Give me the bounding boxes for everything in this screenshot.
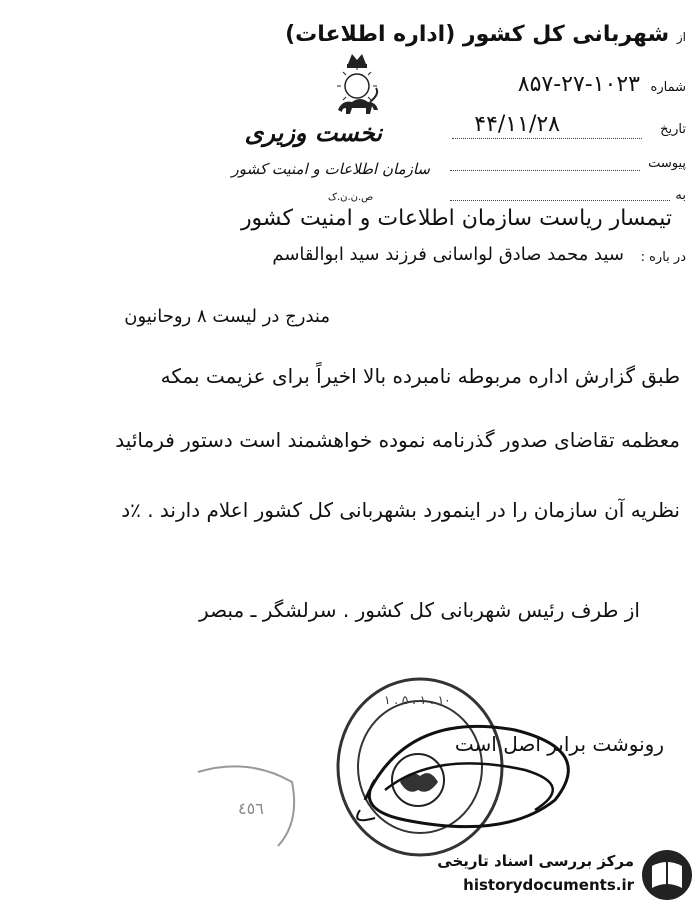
attachment-label: پیوست bbox=[648, 156, 686, 171]
subject-label: در باره : bbox=[640, 250, 686, 265]
svg-text:۱ . ۵ . ۱ . ۱۰: ۱ . ۵ . ۱ . ۱۰ bbox=[384, 693, 451, 707]
number-value: ۸۵۷-۲۷-۱۰۲۳ bbox=[517, 72, 640, 97]
agency-subname: سازمان اطلاعات و امنیت کشور bbox=[231, 160, 430, 178]
date-label: تاریخ bbox=[660, 122, 686, 137]
agency-name: نخست وزیری bbox=[244, 118, 382, 147]
number-label: شماره bbox=[650, 80, 686, 95]
copy-certification-note: رونوشت برابر اصل است bbox=[454, 732, 664, 756]
signature-scribble-icon bbox=[345, 690, 605, 840]
body-line-3: نظریه آن سازمان را در اینمورد بشهربانی کل کشور اعلام دارند . ٪د bbox=[121, 498, 680, 522]
from-prefix: از bbox=[676, 30, 686, 44]
to-dotted-line bbox=[450, 200, 670, 201]
subject-line-2: مندرج در لیست ۸ روحانیون bbox=[124, 306, 330, 327]
watermark-logo-icon bbox=[640, 848, 694, 902]
signature-line: از طرف رئیس شهربانی کل کشور . سرلشگر ـ مبصر bbox=[199, 598, 640, 622]
watermark bbox=[420, 842, 700, 908]
attachment-dotted-line bbox=[450, 170, 640, 171]
from-line bbox=[285, 22, 686, 47]
watermark-text: مرکز بررسی اسناد تاریخی bbox=[437, 852, 634, 870]
date-value: ۴۴/۱۱/۲۸ bbox=[474, 112, 560, 137]
subject-line-1: سید محمد صادق لواسانی فرزند سید ابوالقاسم bbox=[272, 244, 624, 265]
body-line-2: معظمه تقاضای صدور گذرنامه نموده خواهشمند است دستور فرمائید bbox=[115, 428, 680, 452]
lion-and-sun-crest-icon bbox=[330, 50, 384, 120]
svg-text:٤٥٦: ٤٥٦ bbox=[238, 799, 264, 818]
recipient-line: تیمسار ریاست سازمان اطلاعات و امنیت کشور bbox=[240, 206, 672, 231]
to-label: به bbox=[675, 188, 686, 203]
body-line-1: طبق گزارش اداره مربوطه نامبرده بالا اخیراً برای عزیمت بمکه bbox=[160, 364, 680, 388]
agency-code: ص.ن.ن.ک bbox=[328, 192, 374, 203]
watermark-site: historydocuments.ir bbox=[463, 876, 634, 894]
from-value: شهربانی کل کشور (اداره اطلاعات) bbox=[285, 22, 670, 47]
date-dotted-line bbox=[452, 138, 642, 139]
partial-stamp-left-icon bbox=[188, 762, 298, 852]
